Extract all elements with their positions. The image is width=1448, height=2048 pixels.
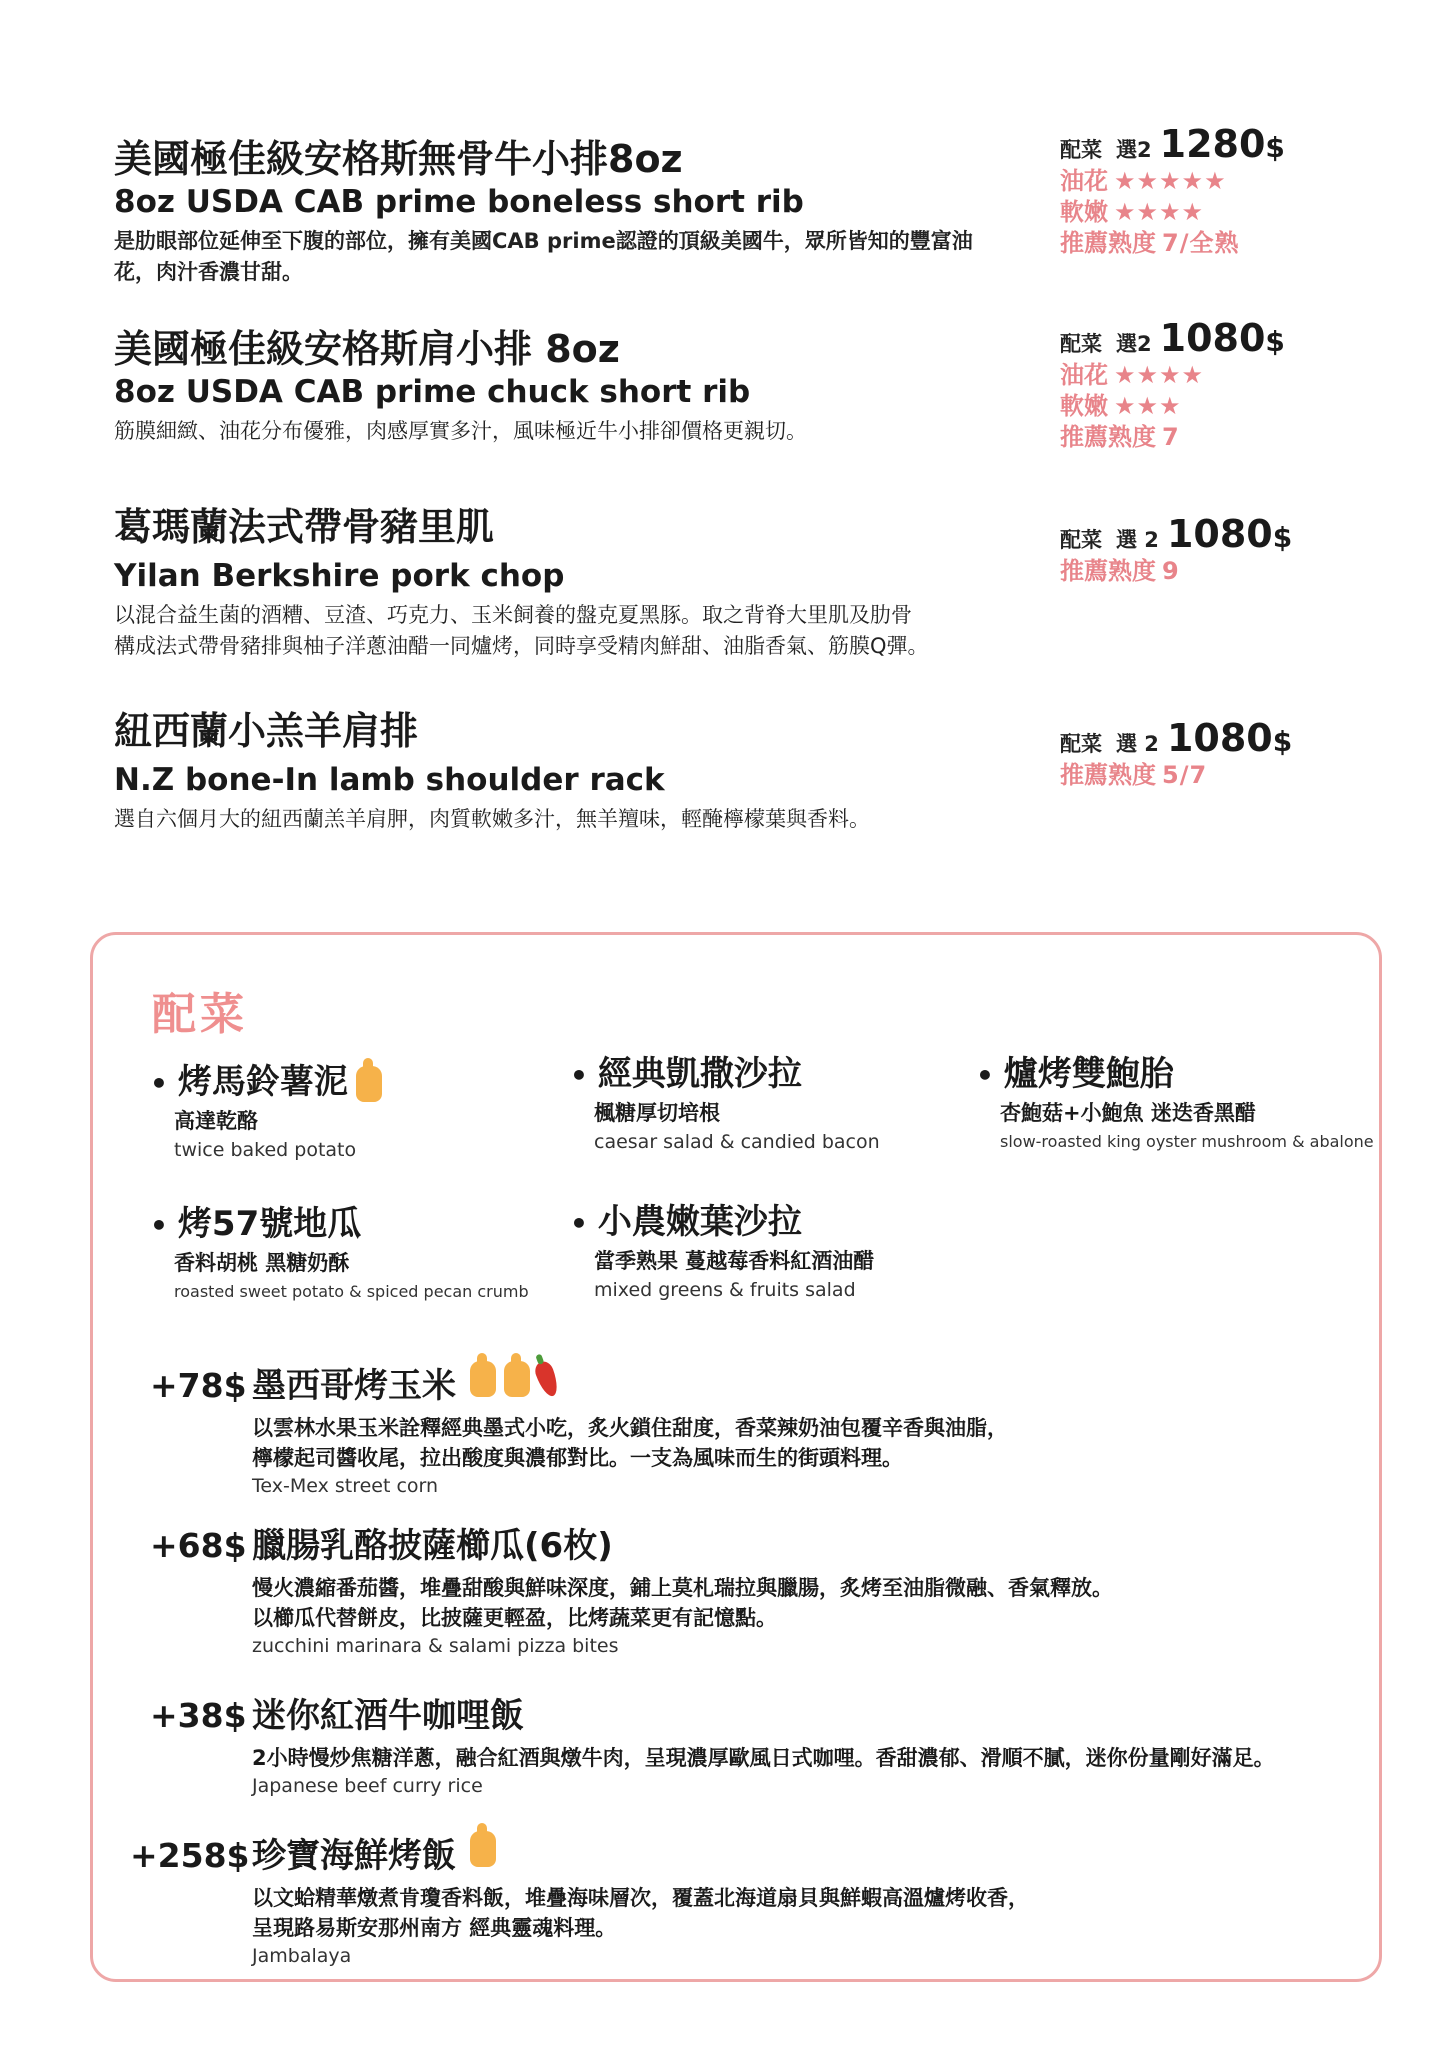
- addon-desc-line: 以雲林水果玉米詮釋經典墨式小吃，炙火鎖住甜度，香菜辣奶油包覆辛香與油脂，: [252, 1416, 1008, 1440]
- addon-desc-line: 慢火濃縮番茄醬，堆疊甜酸與鮮味深度，鋪上莫札瑞拉與臘腸，炙烤至油脂微融、香氣釋放。: [252, 1576, 1113, 1600]
- side-name: 烤57號地瓜: [177, 1204, 362, 1244]
- star-icon: ★★★: [1114, 392, 1182, 420]
- side-sub-zh: 香料胡桃 黑糖奶酥: [174, 1251, 350, 1275]
- rating-doneness: 推薦熟度 7/全熟: [1060, 229, 1240, 257]
- pair-label: 配菜: [1060, 528, 1102, 552]
- menu-item-lamb-rack: [114, 708, 1034, 835]
- addon-price: +68$: [150, 1526, 247, 1565]
- addon-desc-line: 2小時慢炒焦糖洋蔥，融合紅酒與燉牛肉，呈現濃厚歐風日式咖哩。香甜濃郁、滑順不膩，迷你份量剛好滿足。: [252, 1746, 1275, 1770]
- desc-line: 筋膜細緻、油花分布優雅，肉感厚實多汁，風味極近牛小排卻價格更親切。: [114, 419, 807, 443]
- sides-title: 配菜: [152, 989, 248, 1040]
- bullet: •: [570, 1059, 588, 1092]
- item-description: [114, 416, 1034, 447]
- star-icon: ★★★★★: [1114, 167, 1227, 195]
- pair-label: 配菜: [1060, 332, 1102, 356]
- menu-item-chuck-short-rib: [114, 326, 1034, 447]
- addon-desc-line: 以櫛瓜代替餅皮，比披薩更輕盈，比烤蔬菜更有記憶點。: [252, 1606, 777, 1630]
- side-sub-zh: 當季熟果 蔓越莓香料紅酒油醋: [594, 1249, 875, 1273]
- rating-tenderness: 軟嫩 ★★★: [1060, 392, 1182, 420]
- addon-desc-line: 以文蛤精華燉煮肯瓊香料飯，堆疊海味層次，覆蓋北海道扇貝與鮮蝦高溫爐烤收香，: [252, 1886, 1029, 1910]
- item-name-zh: 美國極佳級安格斯肩小排 8oz: [114, 327, 620, 371]
- choose-label: 選2: [1116, 138, 1152, 162]
- addon-price: +258$: [130, 1836, 250, 1875]
- side-sweet-potato: [150, 1202, 529, 1306]
- rating-doneness: 推薦熟度 7: [1060, 423, 1180, 451]
- item-description: [114, 804, 1034, 835]
- side-name: 爐烤雙鮑胎: [1003, 1054, 1174, 1094]
- star-icon: ★★★★: [1114, 198, 1205, 226]
- thumbs-up-icon: [504, 1361, 530, 1397]
- menu-item-boneless-short-rib: [114, 136, 1034, 288]
- addon-en: Japanese beef curry rice: [252, 1775, 483, 1797]
- side-sub-zh: 高達乾酪: [174, 1109, 258, 1133]
- addon-name: 珍寶海鮮烤飯: [252, 1836, 456, 1876]
- side-sub-zh: 楓糖厚切培根: [594, 1101, 720, 1125]
- thumbs-up-icon: [470, 1361, 496, 1397]
- bullet: •: [570, 1207, 588, 1240]
- menu-item-pork-chop: [114, 504, 1034, 662]
- pair-label: 配菜: [1060, 732, 1102, 756]
- side-caesar-salad: [570, 1052, 880, 1156]
- addon-desc-line: 檸檬起司醬收尾，拉出酸度與濃郁對比。一支為風味而生的街頭料理。: [252, 1446, 903, 1470]
- item-name-en: Yilan Berkshire pork chop: [114, 558, 565, 594]
- desc-line: 構成法式帶骨豬排與柚子洋蔥油醋一同爐烤，同時享受精肉鮮甜、油脂香氣、筋膜Q彈。: [114, 634, 929, 658]
- bullet: •: [976, 1059, 994, 1092]
- item-description: [114, 600, 1034, 662]
- bullet: •: [150, 1209, 168, 1242]
- addon-curry-rice: [150, 1688, 1275, 1800]
- rating-doneness: 推薦熟度 9: [1060, 557, 1180, 585]
- chili-pepper-icon: [532, 1359, 561, 1399]
- choose-label: 選2: [1116, 332, 1152, 356]
- thumbs-up-icon: [470, 1831, 496, 1867]
- rating-marbling: 油花 ★★★★★: [1060, 167, 1227, 195]
- price-value: 1080$: [1166, 716, 1293, 760]
- side-abalone: [976, 1052, 1374, 1156]
- side-sub-en: slow-roasted king oyster mushroom & abalone: [1000, 1132, 1374, 1151]
- addon-street-corn: [150, 1358, 1008, 1500]
- item-name-zh: 葛瑪蘭法式帶骨豬里肌: [114, 505, 495, 549]
- addon-name: 臘腸乳酪披薩櫛瓜(6枚): [252, 1526, 613, 1566]
- addon-price: +78$: [150, 1366, 247, 1405]
- price-value: 1080$: [1166, 512, 1293, 556]
- rating-doneness: 推薦熟度 5/7: [1060, 761, 1208, 789]
- side-sub-en: caesar salad & candied bacon: [594, 1131, 880, 1153]
- side-sub-en: twice baked potato: [174, 1139, 357, 1161]
- item-name-en: 8oz USDA CAB prime boneless short rib: [114, 184, 804, 220]
- choose-label: 選 2: [1116, 528, 1159, 552]
- item-name-zh: 美國極佳級安格斯無骨牛小排8oz: [114, 137, 683, 181]
- desc-line: 以混合益生菌的酒糟、豆渣、巧克力、玉米飼養的盤克夏黑豚。取之背脊大里肌及肋骨: [114, 603, 912, 627]
- side-sub-en: mixed greens & fruits salad: [594, 1279, 856, 1301]
- addon-name: 迷你紅酒牛咖哩飯: [252, 1696, 524, 1736]
- price-row: [1060, 512, 1360, 556]
- addon-en: zucchini marinara & salami pizza bites: [252, 1635, 619, 1657]
- thumbs-up-icon: [356, 1066, 382, 1102]
- side-name: 烤馬鈴薯泥: [177, 1062, 348, 1102]
- addon-name: 墨西哥烤玉米: [252, 1366, 456, 1406]
- side-name: 小農嫩葉沙拉: [597, 1202, 802, 1242]
- item-description: [114, 226, 1034, 288]
- price-value: 1280$: [1159, 122, 1285, 166]
- item-name-en: N.Z bone-In lamb shoulder rack: [114, 762, 665, 798]
- addon-desc-line: 呈現路易斯安那州南方 經典靈魂料理。: [252, 1916, 617, 1940]
- side-greens-salad: [570, 1200, 874, 1304]
- star-icon: ★★★★: [1114, 361, 1205, 389]
- item-name-zh: 紐西蘭小羔羊肩排: [114, 709, 419, 753]
- desc-line: 是肋眼部位延伸至下腹的部位，擁有美國CAB prime認證的頂級美國牛，眾所皆知的豐富油: [114, 229, 973, 253]
- price-value: 1080$: [1159, 316, 1285, 360]
- item-name-en: 8oz USDA CAB prime chuck short rib: [114, 374, 751, 410]
- addon-en: Jambalaya: [252, 1945, 352, 1967]
- addon-zucchini-pizza: [150, 1518, 1113, 1660]
- bullet: •: [150, 1067, 168, 1100]
- addon-price: +38$: [150, 1696, 247, 1735]
- price-row: [1060, 316, 1360, 360]
- price-row: [1060, 122, 1360, 166]
- rating-marbling: 油花 ★★★★: [1060, 361, 1205, 389]
- choose-label: 選 2: [1116, 732, 1159, 756]
- desc-line: 花，肉汁香濃甘甜。: [114, 260, 303, 284]
- side-name: 經典凱撒沙拉: [597, 1054, 802, 1094]
- price-block-boneless-short-rib: [1060, 122, 1360, 259]
- price-block-pork-chop: [1060, 512, 1360, 587]
- addon-jambalaya: [130, 1828, 1029, 1970]
- price-block-chuck-short-rib: [1060, 316, 1360, 453]
- price-block-lamb-rack: [1060, 716, 1360, 791]
- rating-tenderness: 軟嫩 ★★★★: [1060, 198, 1205, 226]
- pair-label: 配菜: [1060, 138, 1102, 162]
- side-mashed-potato: [150, 1060, 382, 1164]
- side-sub-en: roasted sweet potato & spiced pecan crumb: [174, 1282, 529, 1301]
- desc-line: 選自六個月大的紐西蘭羔羊肩胛，肉質軟嫩多汁，無羊羶味，輕醃檸檬葉與香料。: [114, 807, 870, 831]
- side-sub-zh: 杏鮑菇+小鮑魚 迷迭香黑醋: [1000, 1101, 1256, 1125]
- price-row: [1060, 716, 1360, 760]
- addon-en: Tex-Mex street corn: [252, 1475, 439, 1497]
